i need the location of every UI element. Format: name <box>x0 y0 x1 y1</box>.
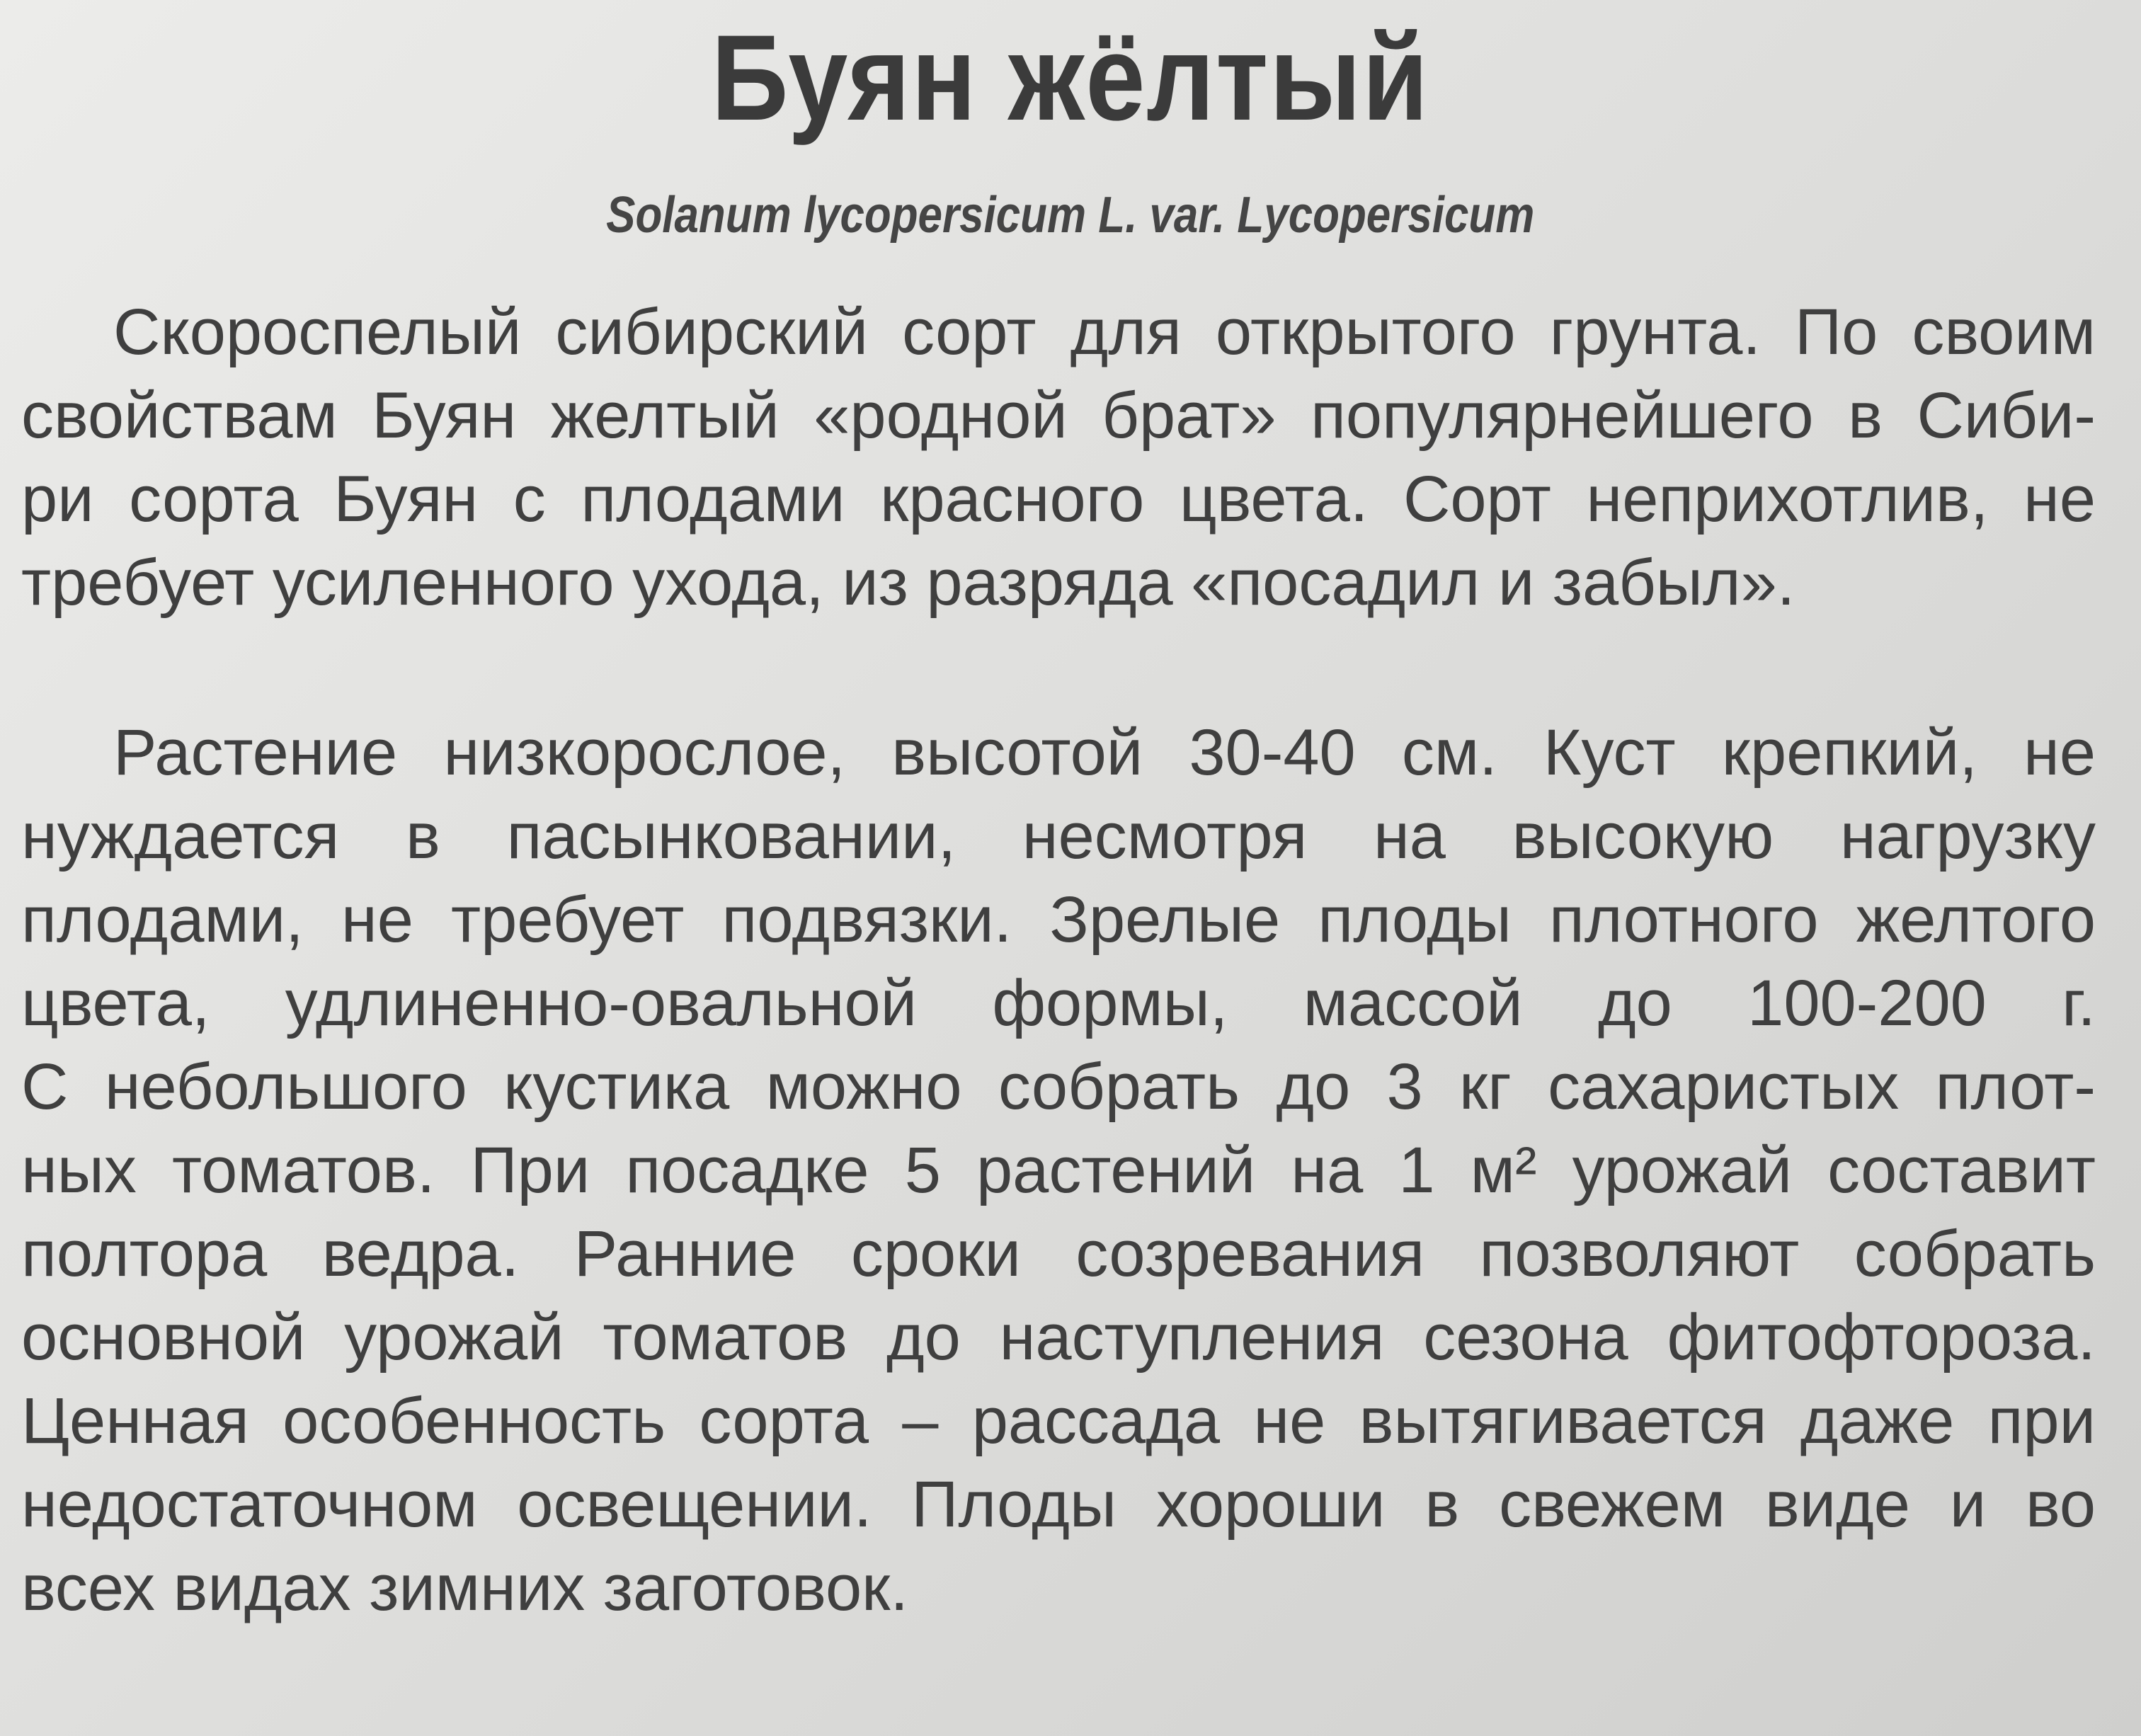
text-line: нуждается в пасынковании, несмотря на высокую нагрузку <box>21 800 2096 872</box>
text-line: свойствам Буян желтый «родной брат» популярнейшего в Сиби- <box>21 379 2096 452</box>
text-line: основной урожай томатов до наступления сезона фитофтороза. <box>21 1301 2096 1374</box>
text-line: плодами, не требует подвязки. Зрелые плоды плотного желтого <box>21 884 2096 956</box>
text-line: Скороспелый сибирский сорт для открытого грунта. По своим <box>113 296 2096 368</box>
text-line: всех видах зимних заготовок. <box>21 1552 908 1624</box>
product-title: Буян жёлтый <box>711 10 1429 146</box>
text-line: Растение низкорослое, высотой 30-40 см. Куст крепкий, не <box>113 716 2096 789</box>
description-paragraph-2 <box>21 711 2096 1630</box>
text-line: ри сорта Буян с плодами красного цвета. Сорт неприхотлив, не <box>21 463 2096 535</box>
text-line: ных томатов. При посадке 5 растений на 1 м² урожай составит <box>21 1134 2096 1206</box>
text-line: Ценная особенность сорта – рассада не вытягивается даже при <box>21 1385 2096 1457</box>
text-line: полтора ведра. Ранние сроки созревания позволяют собрать <box>21 1218 2096 1290</box>
text-line: цвета, удлиненно-овальной формы, массой до 100-200 г. <box>21 967 2096 1039</box>
latin-name: Solanum lycopersicum L. var. Lycopersicum <box>606 187 1535 244</box>
text-line: С небольшого кустика можно собрать до 3 кг сахаристых плот- <box>21 1051 2096 1123</box>
text-line: недостаточном освещении. Плоды хороши в свежем виде и во <box>21 1468 2096 1541</box>
text-line: требует усиленного ухода, из разряда «посадил и забыл». <box>21 547 1795 619</box>
description-paragraph-1 <box>21 290 2096 624</box>
